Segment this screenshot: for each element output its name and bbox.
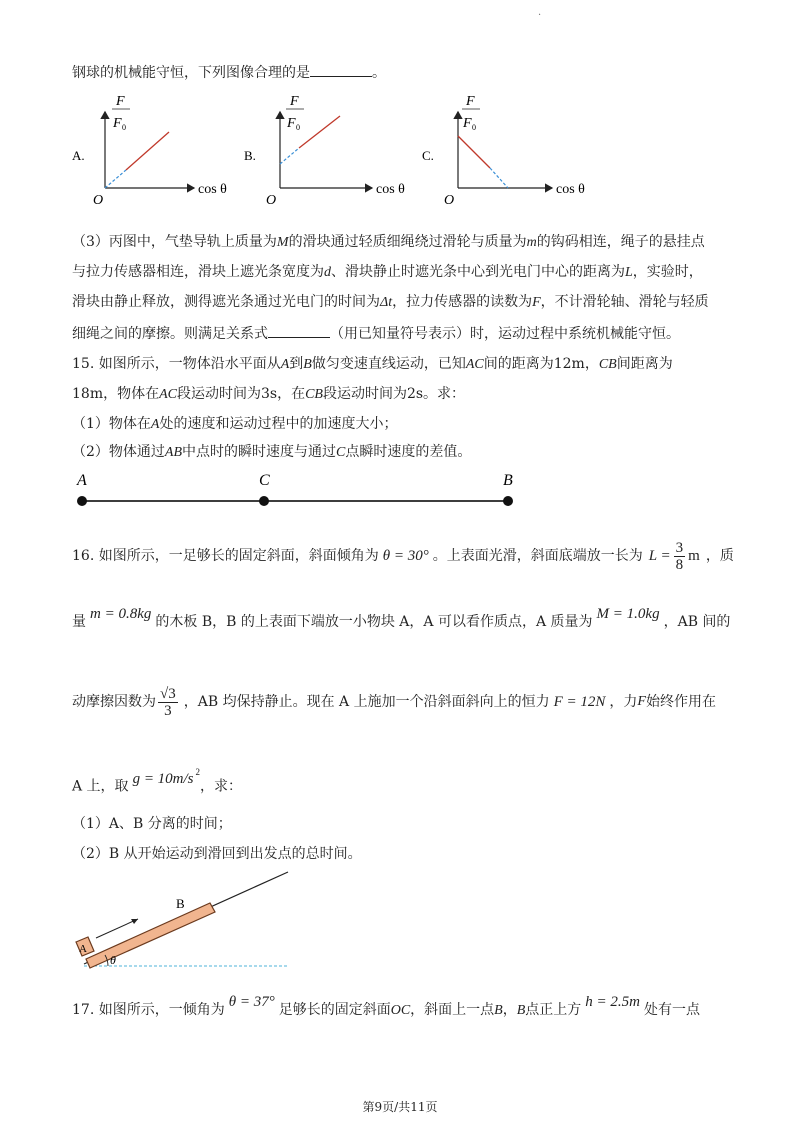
origin-label: O — [93, 193, 104, 208]
text: 17. 如图所示，一倾角为 — [72, 1002, 225, 1018]
text: 始终作用在 — [645, 694, 716, 710]
q15-figure-svg — [66, 468, 526, 514]
q15-line-figure — [66, 468, 526, 514]
q16-incline-figure — [70, 866, 300, 970]
text: 段运动时间为3s，在 — [176, 386, 306, 402]
q14-intro-text: 钢球的机械能守恒，下列图像合理的是 — [72, 65, 310, 81]
symbol-A: A — [150, 417, 160, 432]
symbol-d: d — [324, 265, 331, 280]
q15-sub2 — [72, 442, 471, 463]
point-a-dot — [77, 496, 87, 506]
dashed-extension — [105, 170, 126, 188]
text: ， — [502, 1002, 517, 1018]
red-line — [458, 136, 490, 168]
text: ，力 — [609, 694, 638, 710]
graph-option-a[interactable] — [72, 92, 242, 210]
gravity-equation: g = 10m/s — [132, 770, 194, 787]
text: （3）丙图中，气垫导轨上质量为 — [72, 234, 277, 250]
q14-intro — [72, 62, 386, 83]
symbol-F: F — [532, 295, 541, 310]
symbol-B: B — [494, 1003, 503, 1018]
text: ，求： — [200, 778, 243, 795]
text: 处有一点 — [644, 1002, 701, 1018]
mass-block-equation: M = 1.0kg — [596, 606, 660, 622]
height-equation: h = 2.5m — [585, 994, 641, 1010]
symbol-C: C — [336, 445, 346, 460]
text: 中点时的瞬时速度与通过 — [182, 444, 337, 460]
graph-option-b[interactable] — [244, 92, 414, 210]
text: 与拉力传感器相连，滑块上遮光条宽度为 — [72, 264, 324, 280]
force-arrow — [96, 919, 138, 938]
red-line — [126, 132, 169, 170]
text: 点瞬时速度的差值。 — [345, 444, 472, 460]
text: ，AB 均保持静止。现在 A 上施加一个沿斜面斜向上的恒力 — [183, 694, 550, 710]
option-label: B. — [244, 148, 256, 163]
mass-board-equation: m = 0.8kg — [90, 606, 152, 622]
text: ，AB 间的 — [663, 614, 731, 630]
option-label: A. — [72, 148, 85, 163]
q16-line1 — [72, 536, 734, 576]
text: 、滑块静止时遮光条中心到光电门中心的距离为 — [331, 264, 625, 280]
text: 滑块由静止释放，测得遮光条通过光电门的时间为 — [72, 294, 380, 310]
symbol-delta-t: Δt — [380, 295, 393, 310]
symbol-OC: OC — [390, 1003, 411, 1018]
text: 的木板 B，B 的上表面下端放一小物块 A，A 可以看作质点，A 质量为 — [155, 614, 593, 630]
board-b — [86, 903, 215, 968]
symbol-B: B — [516, 1003, 526, 1018]
text: （1）物体在 — [72, 416, 151, 432]
text: 做匀变速直线运动，已知 — [311, 356, 466, 372]
symbol-L: L — [625, 265, 633, 280]
graph-a-svg — [72, 92, 242, 210]
text: 足够长的固定斜面 — [278, 1002, 391, 1018]
frac-den: 8 — [675, 556, 684, 573]
q14-part3-line2 — [72, 262, 703, 283]
text: 16. 如图所示，一足够长的固定斜面，斜面倾角为 — [72, 548, 379, 564]
frac-den: 3 — [164, 702, 172, 719]
q15-sub1 — [72, 414, 397, 435]
y-label-den: F — [287, 116, 296, 131]
text: ，不计滑轮轴、滑轮与轻质 — [540, 294, 709, 310]
text: ，实验时， — [632, 264, 703, 280]
text: ，拉力传感器的读数为 — [392, 294, 533, 310]
y-label-num: F — [290, 94, 299, 109]
text: 15. 如图所示，一物体沿水平面从 — [72, 356, 281, 372]
graph-c-svg — [422, 92, 602, 210]
origin-label: O — [444, 193, 455, 208]
q16-figure-svg — [70, 866, 300, 970]
point-c-label: C — [259, 472, 270, 489]
length-lhs: L = — [648, 548, 671, 564]
symbol-M: M — [276, 235, 289, 250]
board-label: B — [176, 896, 185, 911]
symbol-CB: CB — [598, 357, 617, 372]
y-label-den-sub: 0 — [472, 123, 476, 132]
symbol-A: A — [280, 357, 290, 372]
text: 细绳之间的摩擦。则满足关系式 — [72, 326, 268, 342]
symbol-F: F — [637, 694, 646, 709]
length-fraction — [674, 540, 686, 573]
q16-sub2: （2）B 从开始运动到滑回到出发点的总时间。 — [72, 846, 362, 862]
text: 18m，物体在 — [72, 386, 160, 402]
text: 点正上方 — [525, 1002, 582, 1018]
symbol-CB: CB — [305, 387, 323, 402]
text: 段运动时间为2s。求： — [322, 386, 466, 402]
y-label-num: F — [116, 94, 125, 109]
point-b-dot — [503, 496, 513, 506]
block-label: A — [79, 943, 87, 955]
y-label-num: F — [466, 94, 475, 109]
point-a-label: A — [77, 472, 87, 489]
graph-b-svg — [244, 92, 414, 210]
y-label-den-sub: 0 — [296, 123, 300, 132]
q16-line3 — [72, 680, 716, 724]
y-label-den: F — [463, 116, 472, 131]
q17-line1 — [72, 994, 701, 1021]
text: ，斜面上一点 — [410, 1002, 495, 1018]
page-footer: 第9页/共11页 — [362, 1100, 438, 1114]
y-label-den: F — [113, 116, 122, 131]
x-label: cos θ — [198, 182, 227, 197]
frac-num: √3 — [160, 685, 176, 702]
text: 动摩擦因数为 — [72, 694, 156, 710]
text: 。上表面光滑，斜面底端放一长为 — [432, 548, 643, 564]
symbol-m: m — [526, 235, 537, 250]
text: 量 — [72, 614, 86, 630]
x-label: cos θ — [376, 182, 405, 197]
y-label-den-sub: 0 — [122, 123, 126, 132]
q16-line2 — [72, 606, 731, 632]
q16-sub1: （1）A、B 分离的时间； — [72, 816, 232, 832]
origin-label: O — [266, 193, 277, 208]
q15-line1 — [72, 354, 673, 375]
text: 的钩码相连，绳子的悬挂点 — [536, 234, 705, 250]
symbol-AC: AC — [159, 387, 177, 402]
angle-label: θ — [110, 953, 116, 967]
text: （用已知量符号表示）时，运动过程中系统机械能守恒。 — [330, 326, 680, 342]
force-equation: F = 12N — [553, 694, 606, 710]
theta-equation: θ = 37° — [228, 994, 275, 1010]
text: （2）物体通过 — [72, 444, 165, 460]
option-label: C. — [422, 148, 434, 163]
answer-blank-q14[interactable] — [310, 62, 372, 77]
x-label: cos θ — [556, 182, 585, 197]
symbol-AB: AB — [164, 445, 183, 460]
text: ，质 — [705, 548, 734, 564]
q14-part3-line3 — [72, 292, 709, 313]
theta-equation: θ = 30° — [382, 548, 429, 564]
q14-part3-line1 — [72, 232, 705, 253]
point-c-dot — [259, 496, 269, 506]
text: A 上，取 — [72, 778, 129, 795]
mu-fraction — [158, 686, 178, 719]
text: 的滑块通过轻质细绳绕过滑轮与质量为 — [288, 234, 527, 250]
length-unit: m — [688, 548, 700, 564]
text: 间的距离为12m， — [483, 356, 599, 372]
point-b-label: B — [503, 472, 513, 489]
symbol-AC: AC — [465, 357, 484, 372]
answer-blank-q14-3[interactable] — [268, 323, 330, 338]
text: 到 — [289, 356, 304, 372]
q14-intro-end: 。 — [372, 65, 386, 81]
frac-num: 3 — [675, 539, 684, 556]
graph-option-c[interactable] — [422, 92, 602, 210]
q15-line2 — [72, 384, 465, 405]
dashed-extension — [280, 148, 299, 164]
text: 间距离为 — [616, 356, 673, 372]
q14-part3-line4 — [72, 323, 680, 344]
page-mark: · — [538, 10, 542, 21]
text: 处的速度和运动过程中的加速度大小； — [159, 416, 398, 432]
q16-line4 — [72, 767, 243, 797]
gravity-exponent: 2 — [195, 767, 201, 777]
symbol-B: B — [303, 357, 312, 372]
red-line — [299, 116, 340, 148]
dashed-extension — [490, 168, 508, 188]
